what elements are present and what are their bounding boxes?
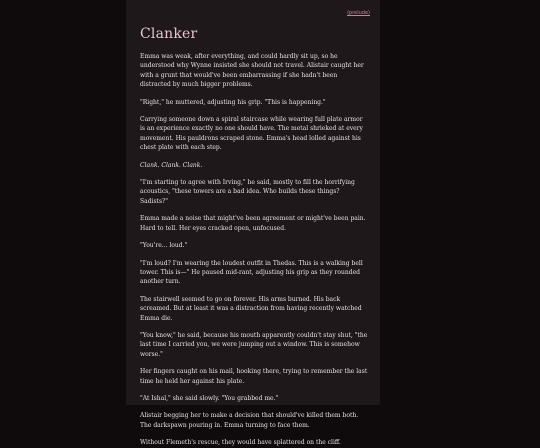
story-paragraph: Without Flemeth's rescue, they would have splattered on the cliff. bbox=[140, 439, 341, 447]
story-paragraph: "I'm loud? I'm wearing the loudest outfit in Thedas. This is a walking bell tower. This is—" He paused mid-rant, adjusting his grip as they rounded another turn. bbox=[140, 259, 363, 286]
story-paragraph: Emma was weak, after everything, and could hardly sit up, so he understood why Wynne insisted she should not travel. Alistair caught her with a grunt that would've been embarrassing if she hadn't been distracted by much bigger problems. bbox=[140, 53, 364, 89]
story-paragraph: Emma made a noise that might've been agreement or might've been pain. Hard to tell. Her eyes cracked open, unfocused. bbox=[140, 215, 366, 232]
story-paragraph: "At Ishal," she said slowly. "You grabbed me." bbox=[140, 394, 279, 402]
story-body bbox=[140, 52, 368, 448]
story-paragraph: "You're... loud." bbox=[140, 242, 188, 250]
story-paragraph: The stairwell seemed to go on forever. His arms burned. His back screamed. But at least it was a distraction from having recently watched Emma die. bbox=[140, 295, 362, 322]
story-title: Clanker bbox=[140, 26, 198, 42]
story-page bbox=[126, 0, 380, 447]
story-paragraph: Carrying someone down a spiral staircase while wearing full plate armor is an experience exactly no one should have. The metal shrieked at every movement. His pauldrons scraped stone. Emma's head lolled against his chest plate with each step. bbox=[140, 116, 363, 152]
story-paragraph: "I'm starting to agree with Irving," he said, mostly to fill the horrifying acoustics, "these towers are a bad idea. Who builds these things? Sadists?" bbox=[140, 179, 355, 205]
story-paragraph: "You know," he said, because his mouth apparently couldn't stay shut, "the last time I carried you, we were jumping out a window. This is somehow worse." bbox=[140, 331, 368, 358]
prelude-link[interactable]: (prelude) bbox=[347, 10, 370, 16]
story-paragraph: Her fingers caught on his mail, hooking there, trying to remember the last time he held her against his plate. bbox=[140, 368, 368, 385]
story-paragraph: Alistair begging her to make a decision that should've killed them both. The darkspawn pouring in. Emma turning to face them. bbox=[140, 412, 359, 429]
story-paragraph: Clank. Clank. Clank. bbox=[140, 161, 203, 169]
story-paragraph: "Right," he muttered, adjusting his grip. "This is happening." bbox=[140, 98, 326, 106]
